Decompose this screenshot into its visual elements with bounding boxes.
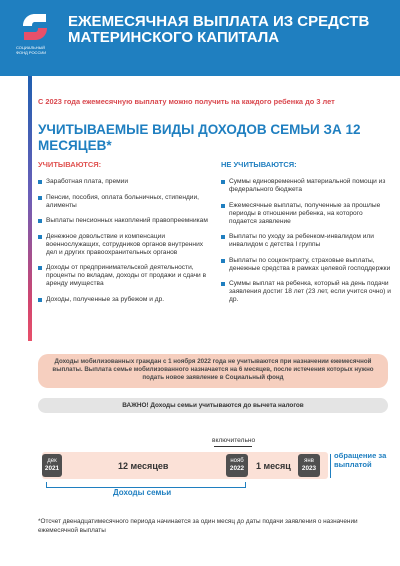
included-heading: УЧИТЫВАЮТСЯ: — [38, 160, 102, 169]
chip-month: дек — [47, 458, 57, 464]
bullet-icon — [221, 180, 225, 184]
list-item — [221, 280, 391, 304]
logo-text: СОЦИАЛЬНЫЙ ФОНД РОССИИ — [16, 45, 47, 55]
mobilized-note: Доходы мобилизованных граждан с 1 ноября 2022 года не учитываются при назначении ежемесячной выплаты. Выплата семье мобилизованного назначается на 6 месяцев, после истечения которых нужно подать новое заявление в Социальный фонд — [38, 354, 388, 388]
bullet-icon — [221, 259, 225, 263]
bullet-icon — [38, 196, 42, 200]
list-item — [38, 296, 208, 304]
list-item — [38, 264, 208, 288]
date-chip-end — [226, 454, 248, 477]
list-item-text: Выплаты по соцконтракту, страховые выплаты, денежные средства в рамках целевой господдержки — [229, 256, 391, 272]
bullet-icon — [221, 204, 225, 208]
list-item-text: Денежное довольствие и компенсации военнослужащих, сотрудников органов внутренних дел и других правоохранительных органов — [46, 232, 204, 256]
inclusive-underline — [214, 446, 252, 447]
list-item-text: Выплаты пенсионных накоплений правопреемникам — [46, 217, 208, 224]
inclusive-label: включительно — [212, 437, 256, 444]
bullet-icon — [38, 266, 42, 270]
highlight-line: С 2023 года ежемесячную выплату можно получить на каждого ребенка до 3 лет — [38, 97, 335, 106]
date-chip-start — [42, 454, 62, 477]
footnote: *Отсчет двенадцатимесячного периода начинается за один месяц до даты подачи заявления о назначении ежемесячной выплаты — [38, 518, 358, 534]
list-item — [38, 194, 208, 210]
chip-month: янв — [304, 458, 314, 464]
included-column — [38, 160, 208, 311]
social-fund-logo-icon — [20, 12, 50, 42]
list-item — [38, 233, 208, 257]
list-item-text: Суммы выплат на ребенка, который на день подачи заявления достиг 18 лет (23 лет, если учится очно) и др. — [229, 280, 391, 303]
list-item — [221, 178, 391, 194]
list-item — [221, 233, 391, 249]
date-chip-appeal — [298, 454, 320, 477]
chip-year: 2022 — [229, 465, 245, 472]
bullet-icon — [38, 219, 42, 223]
list-item-text: Доходы, полученные за рубежом и др. — [46, 295, 165, 303]
excluded-column — [221, 160, 391, 312]
bullet-icon — [221, 282, 225, 286]
income-timeline — [38, 432, 390, 502]
chip-month: нояб — [230, 458, 244, 464]
list-item-text: Пенсии, пособия, оплата больничных, стипендии, алименты — [46, 193, 200, 209]
list-item — [221, 257, 391, 273]
logo — [16, 12, 56, 56]
excluded-list — [221, 178, 391, 304]
page-title: ЕЖЕМЕСЯЧНАЯ ВЫПЛАТА ИЗ СРЕДСТВ МАТЕРИНСКОГО КАПИТАЛА — [68, 13, 370, 46]
appeal-divider — [330, 454, 331, 478]
list-item-text: Ежемесячные выплаты, полученные за прошлые периоды в отношении ребенка, на которого подается заявление — [229, 201, 381, 225]
list-item — [38, 217, 208, 225]
list-item-text: Суммы единовременной материальной помощи из федерального бюджета — [229, 178, 386, 193]
important-notice: ВАЖНО! Доходы семьи учитываются до вычета налогов — [38, 398, 388, 413]
bullet-icon — [38, 298, 42, 302]
appeal-label: обращение за выплатой — [334, 451, 387, 469]
list-item — [38, 178, 208, 186]
bullet-icon — [38, 180, 42, 184]
twelve-months-label: 12 месяцев — [118, 461, 169, 471]
side-gradient-bar — [28, 76, 32, 341]
included-list — [38, 178, 208, 304]
bullet-icon — [221, 235, 225, 239]
one-month-label: 1 месяц — [256, 461, 291, 471]
family-income-label: Доходы семьи — [113, 488, 172, 497]
bullet-icon — [38, 235, 42, 239]
section-title: УЧИТЫВАЕМЫЕ ВИДЫ ДОХОДОВ СЕМЬИ ЗА 12 МЕСЯЦЕВ* — [38, 122, 361, 153]
chip-year: 2021 — [44, 465, 60, 472]
list-item-text: Заработная плата, премии — [46, 178, 129, 185]
excluded-heading: НЕ УЧИТЫВАЮТСЯ: — [221, 160, 297, 169]
chip-year: 2023 — [301, 465, 317, 472]
list-item — [221, 202, 391, 226]
list-item-text: Доходы от предпринимательской деятельности, проценты по вкладам, доходы от продажи и сдачи в аренду имущества — [46, 264, 207, 287]
list-item-text: Выплаты по уходу за ребенком-инвалидом или инвалидом с детства I группы — [229, 233, 374, 248]
